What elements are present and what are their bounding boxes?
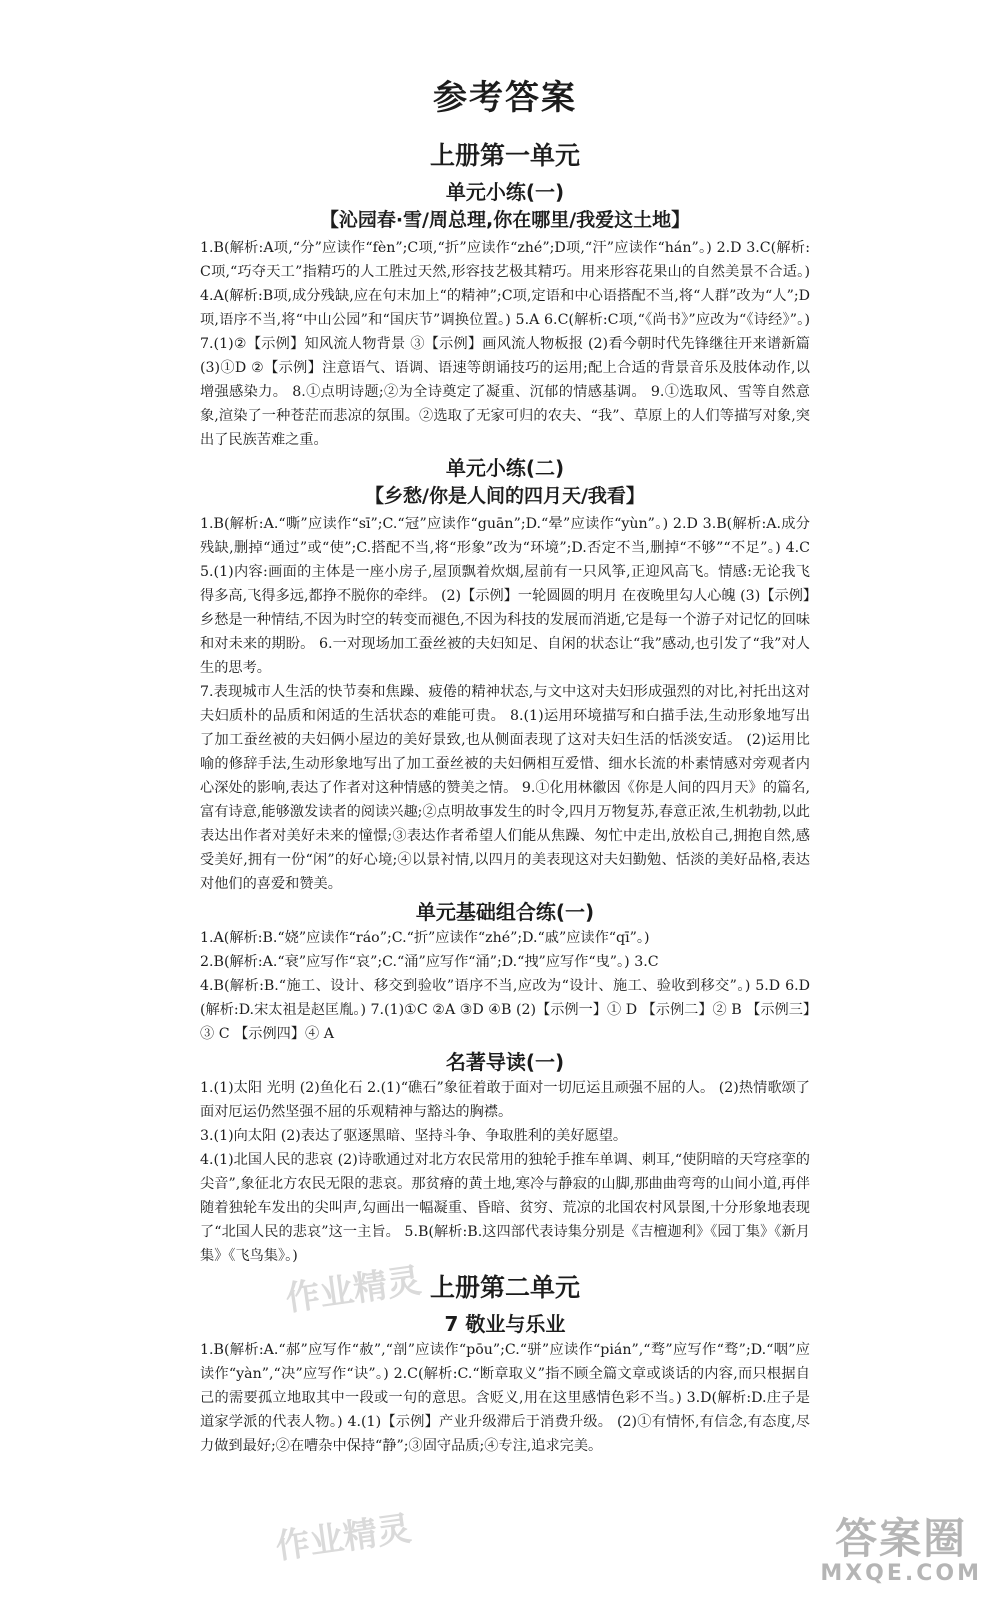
unit1-s3-para-1: 1.A(解析:B.“娆”应读作“ráo”;C.“折”应读作“zhé”;D.“戚”应读作“qī”。) [200,930,650,946]
unit1-s4-para-1: 1.(1)太阳 光明 (2)鱼化石 2.(1)“礁石”象征着敢于面对一切厄运且顽强不屈的人。 (2)热情歌颂了面对厄运仍然坚强不屈的乐观精神与豁达的胸襟。 [200,1080,810,1120]
unit1-s1-bracket: 【沁园春·雪/周总理,你在哪里/我爱这土地】 [319,209,691,231]
unit1-s4-para-2: 3.(1)向太阳 (2)表达了驱逐黑暗、坚持斗争、争取胜利的美好愿望。 [200,1128,628,1144]
site-logo [820,1516,982,1586]
logo-text-top: 答案圈 [835,1514,968,1563]
unit1-s1-title: 单元小练(一) [445,180,565,204]
unit2-title: 上册第二单元 [429,1273,580,1302]
unit1-s2-title: 单元小练(二) [445,456,565,480]
unit1-s2-bracket: 【乡愁/你是人间的四月天/我看】 [365,485,645,507]
page-title: 参考答案 [433,78,577,118]
unit1-s3-title: 单元基础组合练(一) [415,900,595,924]
unit1-s3-para-3: 4.B(解析:B.“施工、设计、移交到验收”语序不当,应改为“设计、施工、验收到移交”。) 5.D 6.D(解析:D.宋太祖是赵匡胤。) 7.(1)①C ②A ③D ④B (2)【示例一】① D 【示例二】② B 【示例三】③ C 【示例四】④ A [200,978,810,1042]
unit1-s2-para-1: 1.B(解析:A.“嘶”应读作“sī”;C.“冠”应读作“guān”;D.“晕”应读作“yùn”。) 2.D 3.B(解析:A.成分残缺,删掉“通过”或“使”;C.搭配不当,将“形象”改为“环境”;D.否定不当,删掉“不够”“不足”。) 4.C 5.(1)内容:画面的主体是一座小房子,屋顶飘着炊烟,屋前有一只风筝,正迎风高飞。情感:无论我飞得多高,飞得多远,都挣不脱你的牵绊。 (2)【示例】一轮圆圆的明月 在夜晚里勾人心魄 (3)【示例】乡愁是一种情结,不因为时空的转变而褪色,不因为科技的发展而消逝,它是每一个游子对记忆的回味和对未来的期盼。 6.一对现场加工蚕丝被的夫妇知足、自闲的状态让“我”感动,也引发了“我”对人生的思考。 [200,516,810,676]
logo-text-bottom: MXQE.COM [820,1561,982,1586]
unit1-s2-para-2: 7.表现城市人生活的快节奏和焦躁、疲倦的精神状态,与文中这对夫妇形成强烈的对比,衬托出这对夫妇质朴的品质和闲适的生活状态的难能可贵。 8.(1)运用环境描写和白描手法,生动形象地写出了加工蚕丝被的夫妇俩小屋边的美好景致,也从侧面表现了这对夫妇生活的恬淡安适。 (2)运用比喻的修辞手法,生动形象地写出了加工蚕丝被的夫妇俩相互爱惜、细水长流的朴素情感对旁观者内心深处的影响,表达了作者对这种情感的赞美之情。 9.①化用林徽因《你是人间的四月天》的篇名,富有诗意,能够激发读者的阅读兴趣;②点明故事发生的时令,四月万物复苏,春意正浓,生机勃勃,以此表达出作者对美好未来的憧憬;③表达作者希望人们能从焦躁、匆忙中走出,放松自己,拥抱自然,感受美好,拥有一份“闲”的好心境;④以景衬情,以四月的美表现这对夫妇勤勉、恬淡的美好品格,表达对他们的喜爱和赞美。 [200,684,810,892]
watermark-bottom: 作业精灵 [273,1508,414,1568]
unit1-title: 上册第一单元 [429,141,580,170]
unit2-s1-para: 1.B(解析:A.“郝”应写作“赦”,“剖”应读作“pōu”;C.“骈”应读作“pián”,“骛”应写作“骛”;D.“咽”应读作“yàn”,“决”应写作“诀”。) 2.C(解析:C.“断章取义”指不顾全篇文章或谈话的内容,而只根据自己的需要孤立地取其中一段或一句的意思。含贬义,用在这里感情色彩不当。) 3.D(解析:D.庄子是道家学派的代表人物。) 4.(1)【示例】产业升级滞后于消费升级。 (2)①有情怀,有信念,有态度,尽力做到最好;②在嘈杂中保持“静”;③固守品质;④专注,追求完美。 [200,1342,810,1454]
unit1-s4-para-3: 4.(1)北国人民的悲哀 (2)诗歌通过对北方农民常用的独轮手推车单调、刺耳,“使阴暗的天穹痉挛的尖音”,象征北方农民无限的悲哀。那贫瘠的黄土地,寒冷与静寂的山脚,那曲曲弯弯的山间小道,再伴随着独轮车发出的尖叫声,勾画出一幅凝重、昏暗、贫穷、荒凉的北国农村风景图,十分形象地表现了“北国人民的悲哀”这一主旨。 5.B(解析:B.这四部代表诗集分别是《吉檀迦利》《园丁集》《新月集》《飞鸟集》。) [200,1152,810,1264]
unit1-s4-title: 名著导读(一) [445,1050,565,1074]
unit1-s1-para: 1.B(解析:A项,“分”应读作“fèn”;C项,“折”应读作“zhé”;D项,“汗”应读作“hán”。) 2.D 3.C(解析:C项,“巧夺天工”指精巧的人工胜过天然,形容技艺极其精巧。用来形容花果山的自然美景不合适。) 4.A(解析:B项,成分残缺,应在句末加上“的精神”;C项,定语和中心语搭配不当,将“人群”改为“人”;D项,语序不当,将“中山公园”和“国庆节”调换位置。) 5.A 6.C(解析:C项,“《尚书》”应改为“《诗经》”。) 7.(1)②【示例】知风流人物背景 ③【示例】画风流人物板报 (2)看今朝时代先锋继往开来谱新篇 (3)①D ②【示例】注意语气、语调、语速等朗诵技巧的运用;配上合适的背景音乐及肢体动作,以增强感染力。 8.①点明诗题;②为全诗奠定了凝重、沉郁的情感基调。 9.①选取风、雪等自然意象,渲染了一种苍茫而悲凉的氛围。②选取了无家可归的农夫、“我”、草原上的人们等描写对象,突出了民族苦难之重。 [200,240,810,448]
unit2-s1-title: 7 敬业与乐业 [444,1312,566,1336]
watermark-mid: 作业精灵 [283,1260,424,1320]
unit1-s3-para-2: 2.B(解析:A.“衰”应写作“哀”;C.“涌”应写作“涌”;D.“拽”应写作“曳”。) 3.C [200,954,659,970]
answer-page [200,70,810,1458]
